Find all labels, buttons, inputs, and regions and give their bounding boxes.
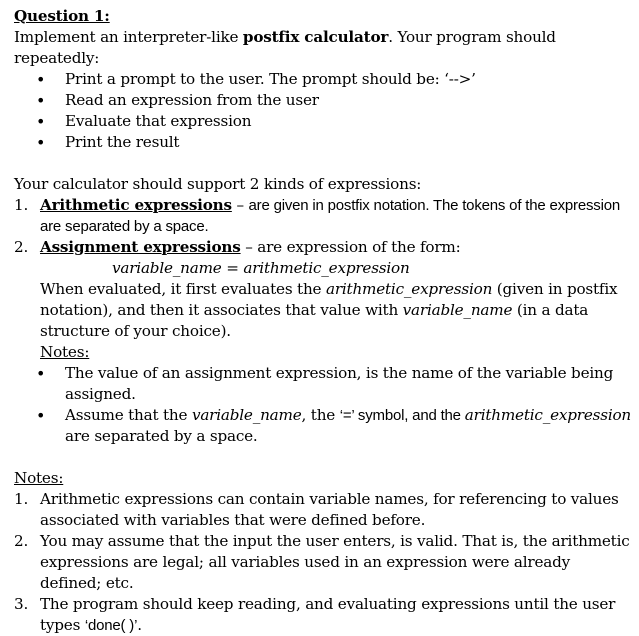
assignment-notes-label: Notes: [40, 343, 90, 361]
item-number: 1. [14, 490, 29, 508]
note-item [14, 594, 634, 636]
item-number: 1. [14, 196, 29, 214]
question-intro [14, 27, 634, 69]
eval-term-arithmetic: arithmetic_expression [325, 280, 493, 298]
note-text: You may assume that the input the user enters, is valid. That is, the arithmetic expressions are legal; all variables used in an expression were already defined; etc. [40, 532, 630, 592]
intro-text-end: . Your program should repeatedly: [14, 28, 556, 67]
note-symbol-text: ‘=’ symbol, and the [339, 407, 465, 424]
expression-kinds-list [14, 195, 634, 447]
note-text: The program should keep reading, and evaluating expressions until the user types [40, 595, 616, 634]
document [14, 6, 634, 636]
question-title: Question 1: [14, 7, 110, 25]
evaluation-description [40, 279, 634, 342]
steps-list [14, 69, 634, 153]
list-item: • Read an expression from the user [14, 90, 634, 111]
note-text: , the [301, 406, 340, 424]
assignment-notes-list [14, 363, 634, 447]
item-number: 2. [14, 238, 29, 256]
eval-text: (given in postfix notation), and then it associates that value with [40, 280, 618, 319]
postfix-calculator-term: postfix calculator [242, 28, 389, 46]
done-command: ‘done( )’ [84, 617, 138, 634]
item-number: 3. [14, 595, 29, 613]
list-item [14, 405, 634, 447]
note-text: are separated by a space. [65, 427, 258, 445]
assignment-formula: variable_name = arithmetic_expression [112, 259, 410, 277]
dash: – [231, 196, 249, 214]
notes-label: Notes: [14, 469, 64, 487]
list-item: • Print the result [14, 132, 634, 153]
list-item: • The value of an assignment expression, is the name of the variable being assigned. [14, 363, 634, 405]
eval-term-variable: variable_name [402, 301, 513, 319]
eval-text: When evaluated, it first evaluates the [40, 280, 326, 298]
note-text: Assume that the [65, 406, 192, 424]
note-item [14, 531, 634, 594]
note-variable-name: variable_name [191, 406, 302, 424]
arithmetic-expressions-item [14, 195, 634, 237]
note-item [14, 489, 634, 531]
notes-list [14, 489, 634, 636]
eval-text: (in a data structure of your choice). [40, 301, 589, 340]
list-item: • Evaluate that expression [14, 111, 634, 132]
arithmetic-expressions-term: Arithmetic expressions [40, 196, 232, 214]
note-arithmetic-expression: arithmetic_expression [464, 406, 631, 424]
note-text: Arithmetic expressions can contain variable names, for referencing to values associated with variables that were defined before. [40, 490, 619, 529]
assignment-expressions-item [14, 237, 634, 447]
list-item: • Print a prompt to the user. The prompt should be: ‘-->’ [14, 69, 634, 90]
assignment-expressions-term: Assignment expressions [40, 238, 241, 256]
arithmetic-description: are given in postfix notation. The tokens of the expression are separated by a space. [40, 197, 621, 235]
support-intro: Your calculator should support 2 kinds of expressions: [14, 175, 422, 193]
assignment-description: – are expression of the form: [240, 238, 461, 256]
item-number: 2. [14, 532, 29, 550]
intro-text: Implement an interpreter-like [14, 28, 243, 46]
note-text: . [137, 616, 142, 634]
